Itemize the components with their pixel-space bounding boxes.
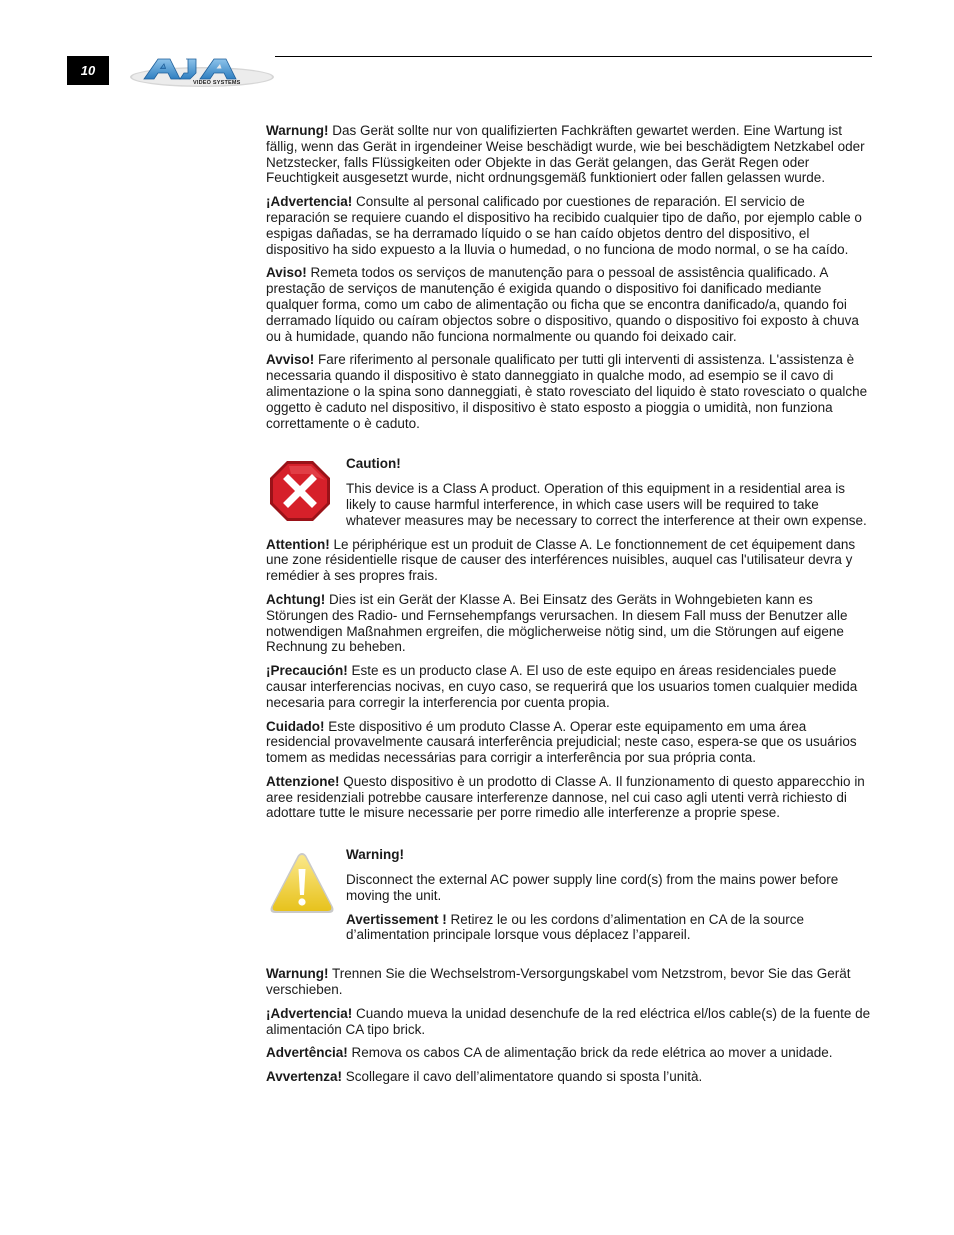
exclamation-triangle-icon (269, 851, 335, 922)
text: Retirez le ou les cordons d’alimentation en CA de la source d’alimentation principale lorsque vous déplacez l’appareil. (346, 911, 804, 943)
class-a-de (266, 592, 872, 655)
class-a-fr (266, 537, 872, 584)
label: ¡Advertencia! (266, 194, 353, 210)
label: Warnung! (266, 966, 329, 982)
service-warning-pt (266, 265, 872, 344)
label: ¡Precaución! (266, 663, 348, 679)
page-content (266, 123, 872, 1085)
warning-fr (346, 912, 872, 944)
text: Trennen Sie die Wechselstrom-Versorgungskabel vom Netzstrom, bevor Sie das Gerät verschieben. (266, 966, 851, 998)
aja-logo (130, 55, 276, 89)
logo-subtitle: VIDEO SYSTEMS (193, 80, 241, 86)
disconnect-it (266, 1069, 872, 1085)
disconnect-de (266, 966, 872, 998)
header-rule (275, 56, 872, 57)
warning-body: Disconnect the external AC power supply line cord(s) from the mains power before moving the unit. (346, 872, 839, 903)
label: Aviso! (266, 265, 307, 281)
label: Achtung! (266, 591, 326, 607)
text: Fare riferimento al personale qualificato per tutti gli interventi di assistenza. L'assistenza è necessaria quando il dispositivo è stato danneggiato in qualche modo, ad esempio se il cavo di alimentazione o la spina sono danneggiati, è stato rovesciato del liquido è stato rovesciato o qualche oggetto è caduto nel dispositivo, il dispositivo è stato esposto a pioggia o umidità, non funziona correttamente o è caduto. (266, 352, 868, 431)
service-warning-de (266, 123, 872, 186)
caution-callout (266, 456, 872, 528)
label: Avertissement ! (346, 911, 447, 927)
text: Cuando mueva la unidad desenchufe de la red eléctrica el/los cable(s) de la fuente de alimentación CA tipo brick. (266, 1005, 871, 1037)
label: Avviso! (266, 352, 315, 368)
text: Le périphérique est un produit de Classe A. Le fonctionnement de cet équipement dans une zone résidentielle risque de causer des interférences nuisibles, auquel cas l'utilisateur devra y remédier à ses propres frais. (266, 536, 856, 584)
caution-title: Caution! (346, 456, 401, 472)
service-warning-it (266, 352, 872, 431)
label: ¡Advertencia! (266, 1005, 353, 1021)
warning-title: Warning! (346, 847, 404, 863)
text: Questo dispositivo è un prodotto di Classe A. Il funzionamento di questo apparecchio in aree residenziali potrebbe causare interferenze dannose, nel cui caso agli utenti verrà richiesto di adottare tutte le misure necessarie per porre rimedio alle interferenze a proprie spese. (266, 773, 865, 821)
caution-body: This device is a Class A product. Operation of this equipment in a residential area is likely to cause harmful interference, in which case users will be required to take whatever measures may be necessary to correct the interference at their own expense. (346, 481, 867, 528)
stop-x-icon (269, 460, 331, 527)
label: Attention! (266, 536, 330, 552)
class-a-pt (266, 719, 872, 766)
label: Attenzione! (266, 773, 340, 789)
text: Dies ist ein Gerät der Klasse A. Bei Einsatz des Geräts in Wohngebieten kann es Störungen des Radio- und Fernsehempfangs verursachen. In diesem Fall muss der Benutzer alle notwendigen Maßnahmen ergreifen, die möglicherweise nötig sind, um die Störungen auf eigene Rechnung zu beheben. (266, 591, 848, 655)
label: Advertência! (266, 1045, 348, 1061)
text: Este es un producto clase A. El uso de este equipo en áreas residenciales puede causar interferencias nocivas, en cuyo caso, se requerirá que los usuarios tomen cualquier medida necesaria para corregir la interferencia por cuenta propia. (266, 663, 858, 710)
text: Remova os cabos CA de alimentação brick da rede elétrica ao mover a unidade. (347, 1045, 833, 1061)
disconnect-es (266, 1006, 872, 1038)
text: Este dispositivo é um produto Classe A. Operar este equipamento em uma área residencial provavelmente causará interferência prejudicial; neste caso, espera-se que os usuários tomem as medidas necessárias para corrigir a interferência por sua própria conta. (266, 718, 857, 766)
class-a-it (266, 774, 872, 821)
text: Remeta todos os serviços de manutenção para o pessoal de assistência qualificado. A prestação de serviços de manutenção é exigida quando o dispositivo foi danificado mediante qualquer forma, como um cabo de alimentação ou ficha que se encontra danificado/a, quando foi derramado líquido ou caíram objectos sobre o dispositivo, quando o dispositivo foi exposto à chuva ou à humidade, quando não funciona normalmente ou quando foi deixado cair. (266, 265, 859, 344)
text: Scollegare il cavo dell’alimentatore quando si sposta l’unità. (342, 1069, 703, 1085)
class-a-es (266, 663, 872, 710)
disconnect-pt (266, 1045, 872, 1061)
service-warning-es (266, 194, 872, 257)
label: Cuidado! (266, 718, 325, 734)
label: Warnung! (266, 123, 329, 138)
text: Das Gerät sollte nur von qualifizierten Fachkräften gewartet werden. Eine Wartung ist fällig, wenn das Gerät in irgendeiner Weise beschädigt wurde, wie bei beschädigtem Netzkabel oder Netzstecker, falls Flüssigkeiten oder Objekte in das Gerät gelangen, das Gerät Regen oder Feuchtigkeit ausgesetzt wurde, nicht ordnungsgemäß funktioniert oder fallen gelassen wurde. (266, 123, 865, 186)
text: Consulte al personal calificado por cuestiones de reparación. El servicio de reparación se requiere cuando el dispositivo ha recibido cualquier tipo de daño, por ejemplo cable o espigas dañadas, se ha derramado líquido o se han caído objetos dentro del dispositivo, el dispositivo ha sido expuesto a la lluvia o humedad, o no funciona de modo normal, o se ha caído. (266, 194, 862, 257)
warning-callout (266, 847, 872, 943)
page-number: 10 (67, 56, 109, 85)
label: Avvertenza! (266, 1069, 343, 1085)
